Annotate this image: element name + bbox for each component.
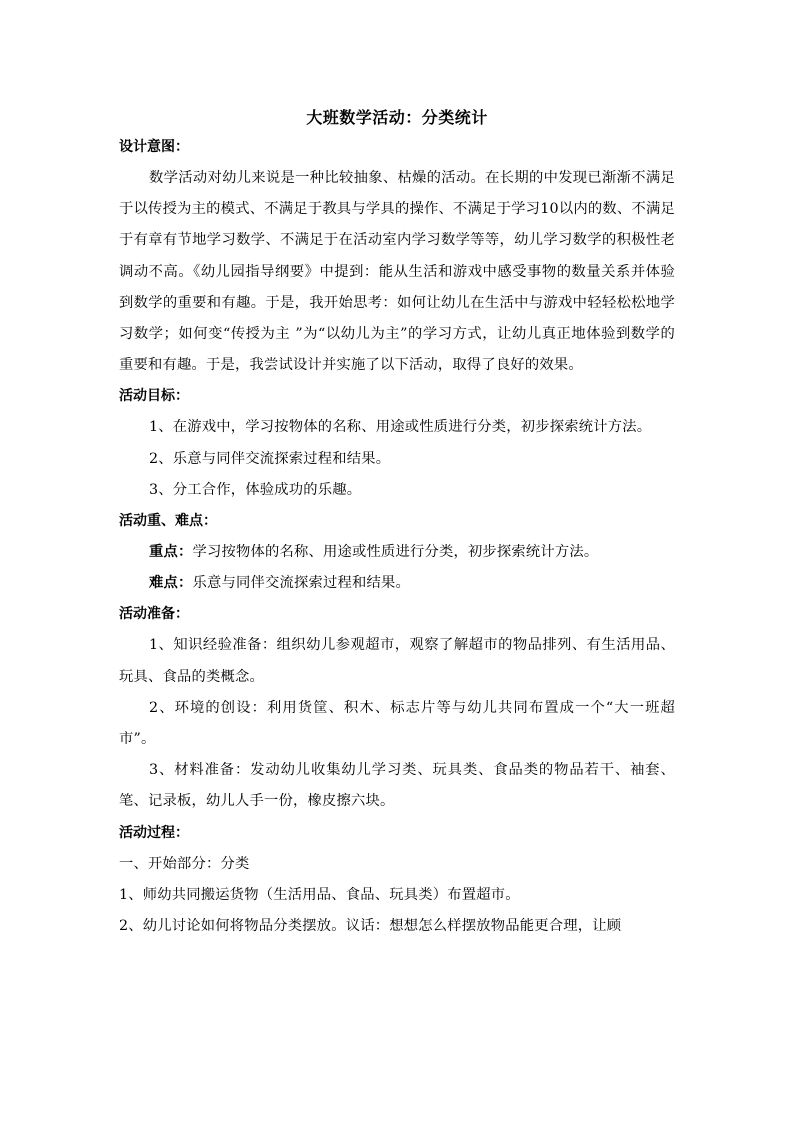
goal-item: 3、分工合作，体验成功的乐趣。	[149, 481, 362, 498]
section-key-points	[119, 506, 675, 599]
preparation-item: 2、环境的创设：利用货筐、积木、标志片等与幼儿共同布置成一个“大一班超市”。	[119, 699, 675, 748]
goal-item: 1、在游戏中，学习按物体的名称、用途或性质进行分类，初步探索统计方法。	[149, 419, 652, 436]
process-line: 2、幼儿讨论如何将物品分类摆放。议话：想想怎么样摆放物品能更合理，让顾	[119, 918, 622, 935]
process-line: 一、开始部分：分类	[119, 855, 250, 872]
key-point-text: 学习按物体的名称、用途或性质进行分类，初步探索统计方法。	[192, 544, 599, 561]
key-points-heading: 活动重、难点：	[119, 513, 217, 530]
preparation-item: 1、知识经验准备：组织幼儿参观超市，观察了解超市的物品排列、有生活用品、玩具、食品的类概念。	[119, 637, 675, 685]
section-preparation	[119, 599, 675, 817]
section-goals	[119, 381, 675, 506]
intent-heading: 设计意图：	[119, 139, 189, 155]
difficulty-line	[119, 568, 675, 599]
document-page	[119, 104, 675, 942]
key-point-label: 重点：	[149, 544, 193, 561]
section-process	[119, 818, 675, 943]
goal-item: 2、乐意与同伴交流探索过程和结果。	[149, 450, 391, 467]
difficulty-text: 乐意与同伴交流探索过程和结果。	[192, 575, 410, 592]
preparation-heading: 活动准备：	[119, 606, 189, 623]
process-line: 1、师幼共同搬运货物（生活用品、食品、玩具类）布置超市。	[119, 886, 520, 903]
document-title: 大班数学活动：分类统计	[306, 108, 488, 127]
key-point-line	[119, 537, 675, 568]
intent-paragraph: 数学活动对幼儿来说是一种比较抽象、枯燥的活动。在长期的中发现已渐渐不满足于以传授为主的模式、不满足于教具与学具的操作、不满足于学习10以内的数、不满足于有章有节地学习数学、不满足于在活动室内学习数学等等，幼儿学习数学的积极性老调动不高。《幼儿园指导纲要》中提到：能从生活和游戏中感受事物的数量关系并体验到数学的重要和有趣。于是，我开始思考：如何让幼儿在生活中与游戏中轻轻松松地学习数学；如何变“传授为主 ”为“以幼儿为主”的学习方式，让幼儿真正地体验到数学的重要和有趣。于是，我尝试设计并实施了以下活动，取得了良好的效果。	[119, 170, 675, 374]
goals-heading: 活动目标：	[119, 388, 189, 405]
difficulty-label: 难点：	[149, 575, 193, 592]
process-heading: 活动过程：	[119, 824, 189, 841]
section-intent	[119, 132, 675, 381]
preparation-item: 3、材料准备：发动幼儿收集幼儿学习类、玩具类、食品类的物品若干、袖套、笔、记录板，幼儿人手一份，橡皮擦六块。	[119, 762, 675, 810]
